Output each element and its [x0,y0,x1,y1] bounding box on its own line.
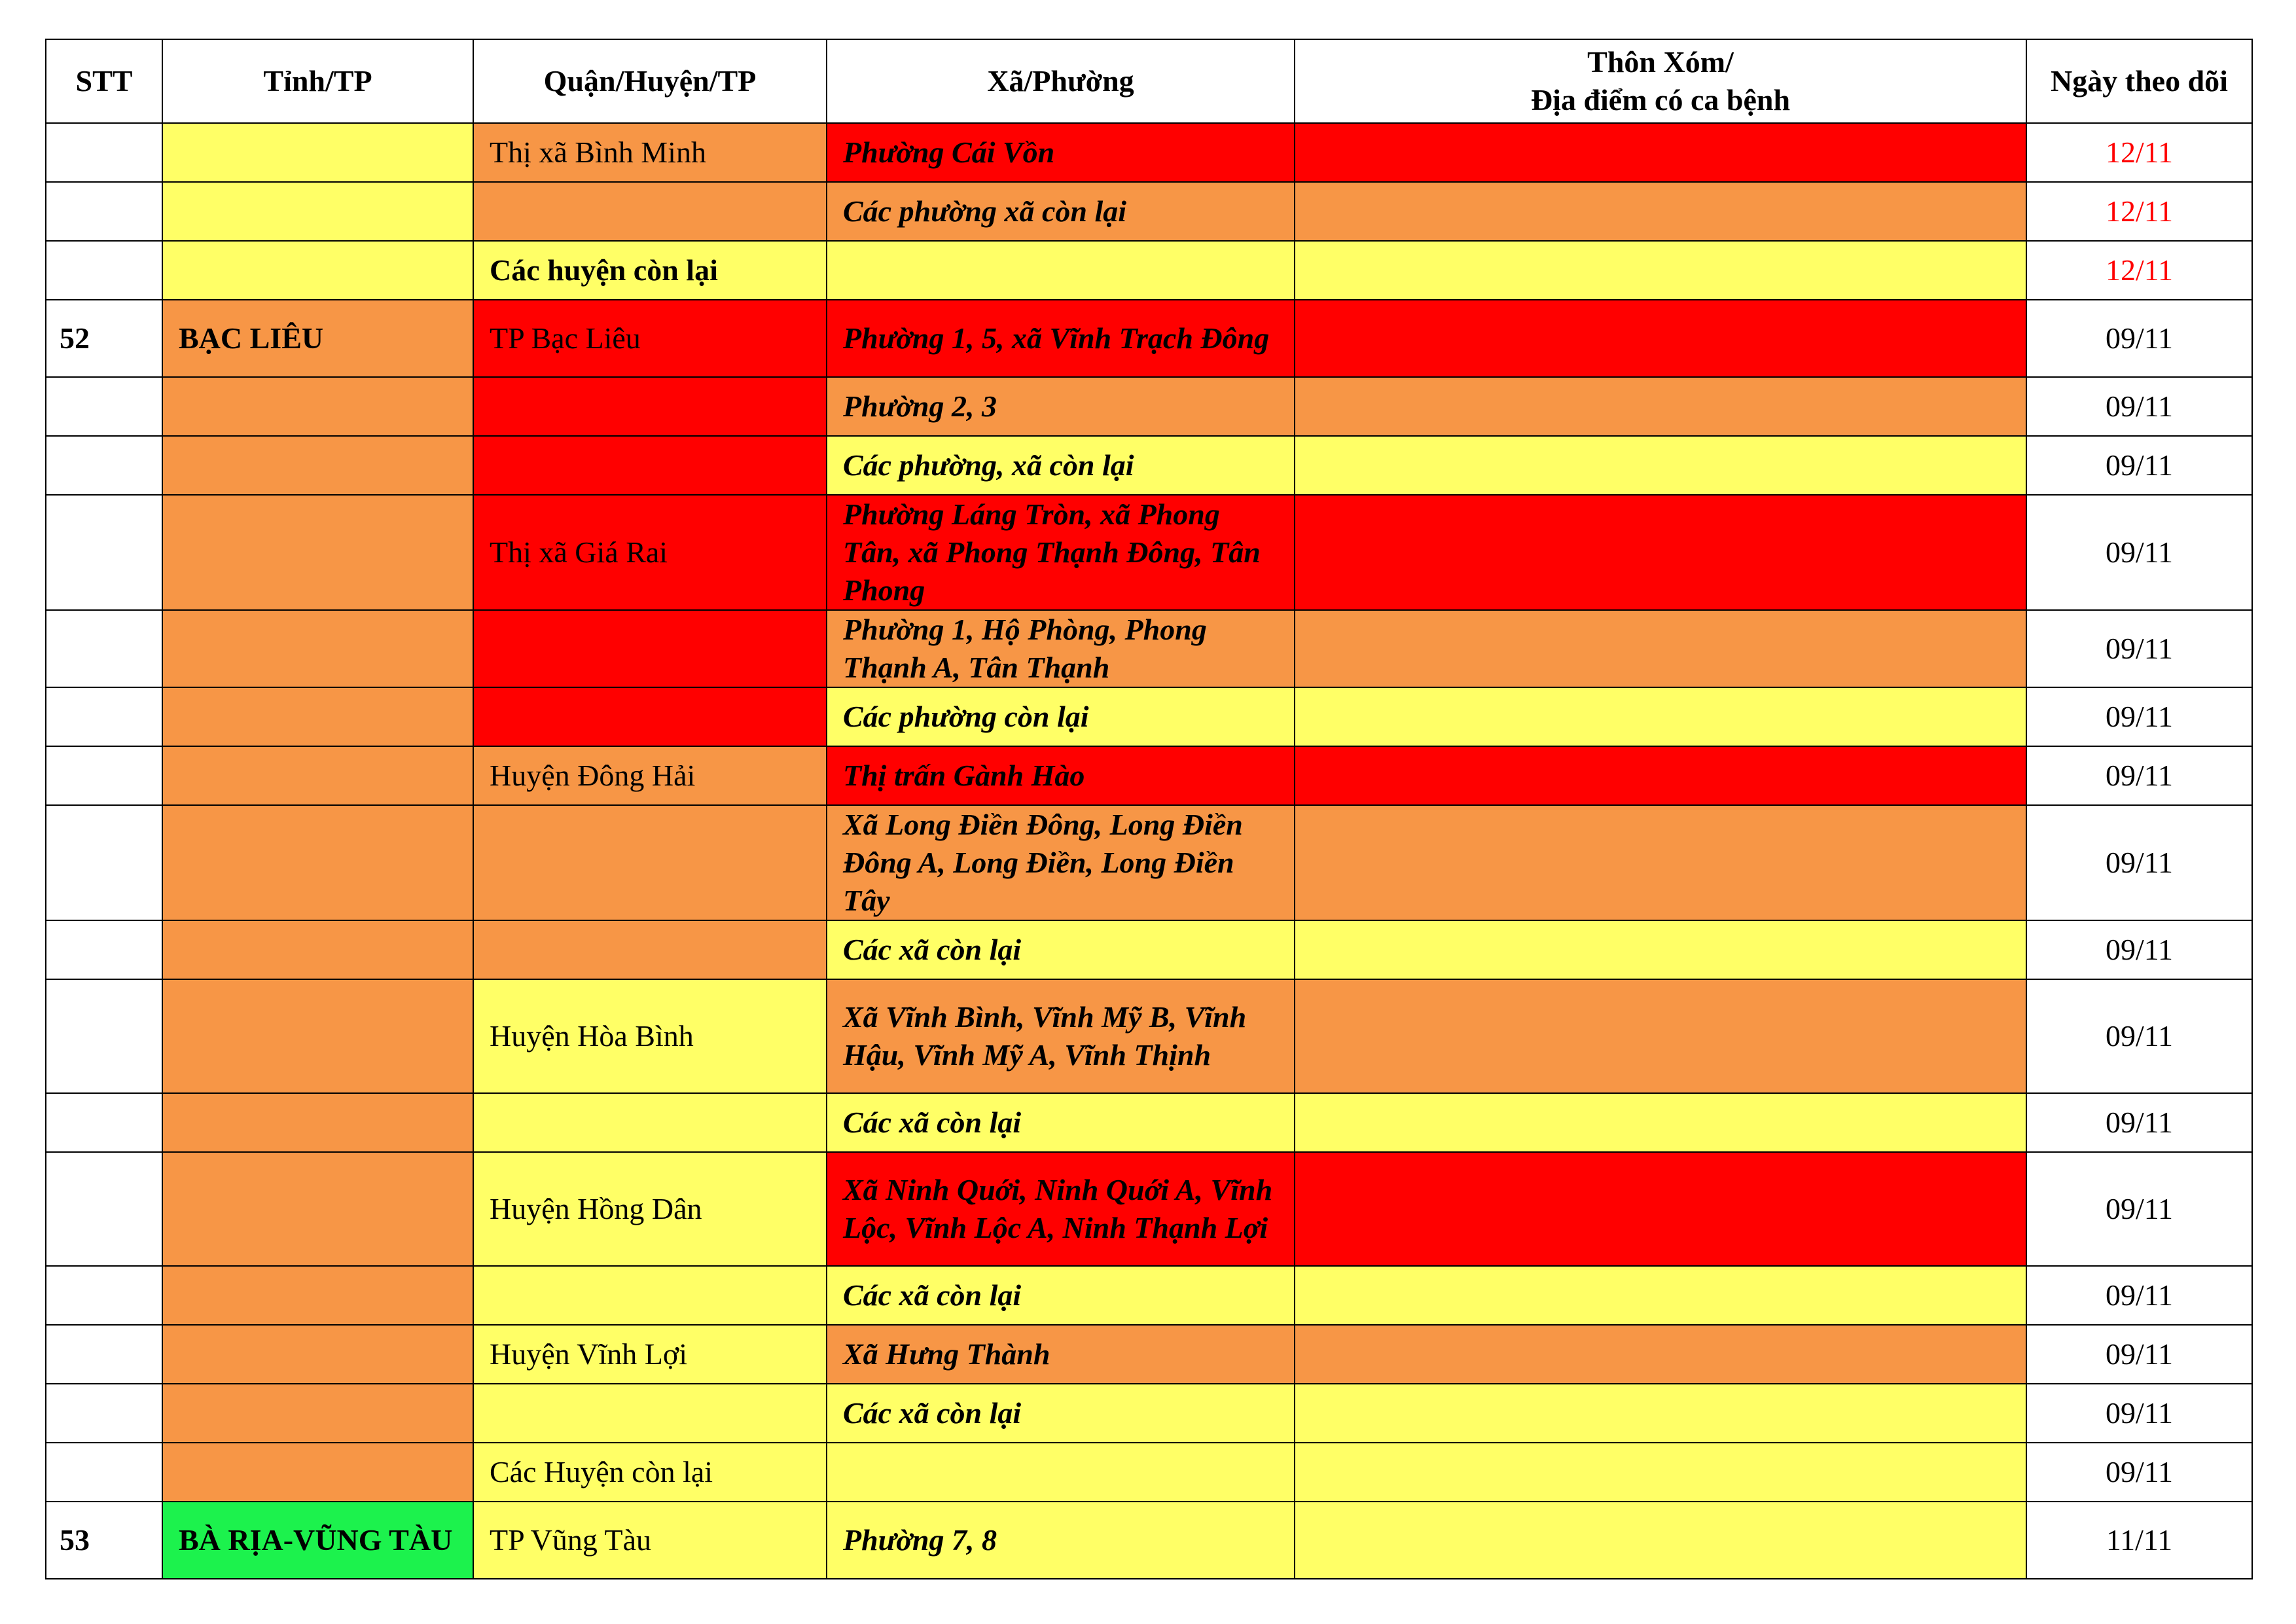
district-cell [473,920,827,979]
district-cell [473,436,827,495]
covid-zone-table [45,39,2253,1579]
stt-cell [46,377,162,436]
ward-cell: Phường 2, 3 [827,377,1295,436]
village-cell [1295,241,2026,300]
header-village-line2: Địa điểm có ca bệnh [1530,83,1791,117]
district-cell [473,687,827,746]
date-cell: 09/11 [2026,610,2252,687]
province-cell: BẠC LIÊU [162,300,473,377]
date-cell: 09/11 [2026,1384,2252,1443]
province-cell [162,123,473,182]
province-cell [162,1443,473,1502]
table-row [46,687,2252,746]
stt-cell [46,495,162,610]
province-cell [162,746,473,805]
province-cell [162,1384,473,1443]
district-cell: Huyện Vĩnh Lợi [473,1325,827,1384]
stt-cell [46,610,162,687]
province-cell [162,241,473,300]
district-cell: Huyện Đông Hải [473,746,827,805]
ward-cell: Các phường, xã còn lại [827,436,1295,495]
ward-cell: Các xã còn lại [827,1266,1295,1325]
stt-cell [46,746,162,805]
date-cell: 09/11 [2026,436,2252,495]
village-cell [1295,1502,2026,1579]
province-cell [162,920,473,979]
stt-cell [46,920,162,979]
district-cell [473,182,827,241]
date-cell: 09/11 [2026,979,2252,1093]
table-row [46,1152,2252,1266]
stt-cell [46,1384,162,1443]
village-cell [1295,979,2026,1093]
stt-cell: 53 [46,1502,162,1579]
date-cell: 09/11 [2026,1093,2252,1152]
ward-cell: Phường Cái Vồn [827,123,1295,182]
district-cell [473,1384,827,1443]
ward-cell: Các phường xã còn lại [827,182,1295,241]
stt-cell: 52 [46,300,162,377]
district-cell: Huyện Hòa Bình [473,979,827,1093]
ward-cell: Xã Ninh Quới, Ninh Quới A, Vĩnh Lộc, Vĩnh Lộc A, Ninh Thạnh Lợi [827,1152,1295,1266]
date-cell: 12/11 [2026,123,2252,182]
ward-cell: Thị trấn Gành Hào [827,746,1295,805]
province-cell [162,1093,473,1152]
village-cell [1295,1443,2026,1502]
table-row [46,377,2252,436]
table-row [46,436,2252,495]
province-cell [162,377,473,436]
province-cell [162,436,473,495]
village-cell [1295,123,2026,182]
ward-cell [827,241,1295,300]
village-cell [1295,377,2026,436]
village-cell [1295,746,2026,805]
village-cell [1295,1152,2026,1266]
ward-cell: Phường Láng Tròn, xã Phong Tân, xã Phong Thạnh Đông, Tân Phong [827,495,1295,610]
village-cell [1295,610,2026,687]
province-cell [162,687,473,746]
district-cell [473,610,827,687]
date-cell: 09/11 [2026,920,2252,979]
date-cell: 09/11 [2026,687,2252,746]
stt-cell [46,123,162,182]
province-cell [162,610,473,687]
date-cell: 09/11 [2026,1325,2252,1384]
date-cell: 09/11 [2026,377,2252,436]
ward-cell: Xã Vĩnh Bình, Vĩnh Mỹ B, Vĩnh Hậu, Vĩnh Mỹ A, Vĩnh Thịnh [827,979,1295,1093]
district-cell [473,377,827,436]
stt-cell [46,436,162,495]
table-row [46,610,2252,687]
village-cell [1295,805,2026,920]
header-district: Quận/Huyện/TP [473,39,827,123]
province-cell [162,805,473,920]
table-row [46,1266,2252,1325]
table-row [46,920,2252,979]
village-cell [1295,1093,2026,1152]
stt-cell [46,1093,162,1152]
header-village [1295,39,2026,123]
ward-cell: Xã Hưng Thành [827,1325,1295,1384]
district-cell [473,805,827,920]
village-cell [1295,1384,2026,1443]
table-row [46,241,2252,300]
date-cell: 12/11 [2026,182,2252,241]
date-cell: 09/11 [2026,1443,2252,1502]
district-cell: TP Vũng Tàu [473,1502,827,1579]
date-cell: 09/11 [2026,1266,2252,1325]
stt-cell [46,1266,162,1325]
table-row [46,1325,2252,1384]
date-cell: 09/11 [2026,495,2252,610]
header-ward: Xã/Phường [827,39,1295,123]
table-row [46,1093,2252,1152]
district-cell: Thị xã Giá Rai [473,495,827,610]
ward-cell: Phường 7, 8 [827,1502,1295,1579]
ward-cell: Các phường còn lại [827,687,1295,746]
stt-cell [46,182,162,241]
date-cell: 09/11 [2026,1152,2252,1266]
header-date: Ngày theo dõi [2026,39,2252,123]
ward-cell: Phường 1, Hộ Phòng, Phong Thạnh A, Tân Thạnh [827,610,1295,687]
village-cell [1295,495,2026,610]
province-cell [162,1325,473,1384]
table-row [46,495,2252,610]
village-cell [1295,182,2026,241]
stt-cell [46,1152,162,1266]
table-row [46,1443,2252,1502]
table-row [46,123,2252,182]
province-cell: BÀ RỊA-VŨNG TÀU [162,1502,473,1579]
date-cell: 09/11 [2026,300,2252,377]
date-cell: 11/11 [2026,1502,2252,1579]
ward-cell: Phường 1, 5, xã Vĩnh Trạch Đông [827,300,1295,377]
district-cell: Các huyện còn lại [473,241,827,300]
province-cell [162,182,473,241]
stt-cell [46,687,162,746]
date-cell: 12/11 [2026,241,2252,300]
header-stt: STT [46,39,162,123]
province-cell [162,979,473,1093]
table-row [46,979,2252,1093]
header-province: Tỉnh/TP [162,39,473,123]
province-cell [162,495,473,610]
table-row [46,746,2252,805]
village-cell [1295,1266,2026,1325]
table-body [46,123,2252,1579]
ward-cell: Các xã còn lại [827,1384,1295,1443]
table-row [46,805,2252,920]
ward-cell: Xã Long Điền Đông, Long Điền Đông A, Long Điền, Long Điền Tây [827,805,1295,920]
header-row [46,39,2252,123]
village-cell [1295,920,2026,979]
ward-cell [827,1443,1295,1502]
province-cell [162,1152,473,1266]
district-cell: Thị xã Bình Minh [473,123,827,182]
document-page [45,39,2251,1579]
district-cell [473,1093,827,1152]
village-cell [1295,687,2026,746]
stt-cell [46,1443,162,1502]
header-village-line1: Thôn Xóm/ [1587,45,1734,79]
village-cell [1295,300,2026,377]
province-cell [162,1266,473,1325]
table-row [46,182,2252,241]
date-cell: 09/11 [2026,746,2252,805]
district-cell: Các Huyện còn lại [473,1443,827,1502]
date-cell: 09/11 [2026,805,2252,920]
stt-cell [46,805,162,920]
stt-cell [46,1325,162,1384]
ward-cell: Các xã còn lại [827,920,1295,979]
table-row [46,1384,2252,1443]
district-cell [473,1266,827,1325]
stt-cell [46,979,162,1093]
ward-cell: Các xã còn lại [827,1093,1295,1152]
table-row [46,1502,2252,1579]
district-cell: TP Bạc Liêu [473,300,827,377]
village-cell [1295,1325,2026,1384]
stt-cell [46,241,162,300]
table-row [46,300,2252,377]
district-cell: Huyện Hồng Dân [473,1152,827,1266]
village-cell [1295,436,2026,495]
